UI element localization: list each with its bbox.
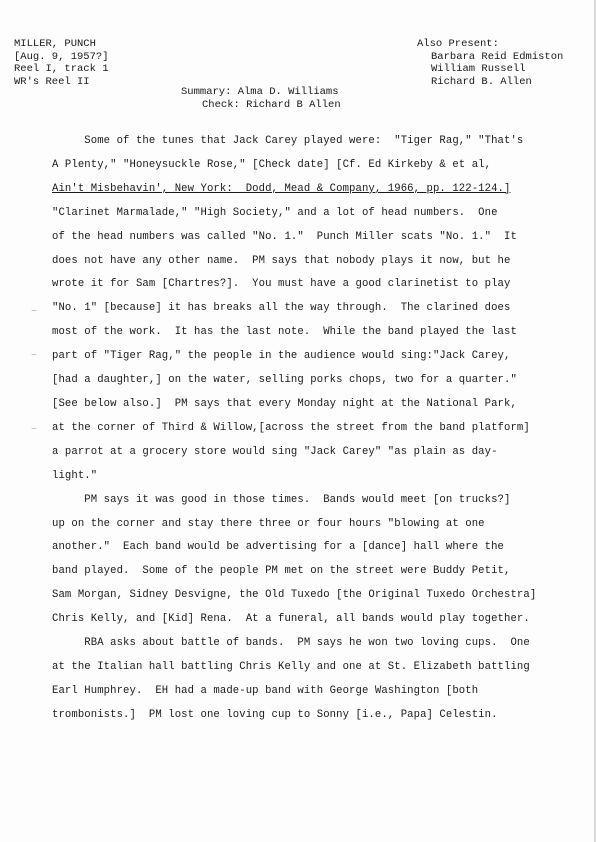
body-line: trombonists.] PM lost one loving cup to Sonny [i.e., Papa] Celestin. xyxy=(52,708,498,721)
body-line: Earl Humphrey. EH had a made-up band with George Washington [both xyxy=(52,684,479,697)
header-interviewee: MILLER, PUNCH xyxy=(14,38,96,50)
body-line: most of the work. It has the last note. While the band played the last xyxy=(52,326,517,339)
body-line: part of "Tiger Rag," the people in the audience would sing:"Jack Carey, xyxy=(52,350,511,363)
summary-line: Summary: Alma D. Williams xyxy=(181,86,339,98)
body-line: Ain't Misbehavin', New York: Dodd, Mead & Company, 1966, pp. 122-124.] xyxy=(52,182,511,195)
body-line: light." xyxy=(52,469,98,482)
also-present-person: Richard B. Allen xyxy=(431,75,532,88)
body-line: a parrot at a grocery store would sing "Jack Carey" "as plain as day- xyxy=(52,445,498,458)
body-line: does not have any other name. PM says that nobody plays it now, but he xyxy=(52,254,511,267)
body-line: Chris Kelly, and [Kid] Rena. At a funeral, all bands would play together. xyxy=(52,613,530,626)
transcript-body xyxy=(52,130,588,728)
header-left-block xyxy=(14,38,109,88)
body-line: Some of the tunes that Jack Carey played were: "Tiger Rag," "That's xyxy=(52,135,524,147)
body-line: A Plenty," "Honeysuckle Rose," [Check date] [Cf. Ed Kirkeby & et al, xyxy=(52,158,492,171)
also-present-label: Also Present: xyxy=(417,38,499,50)
body-line: up on the corner and stay there three or four hours "blowing at one xyxy=(52,517,485,530)
body-line: of the head numbers was called "No. 1." Punch Miller scats "No. 1." It xyxy=(52,230,517,243)
margin-mark: ⌣ xyxy=(31,350,37,360)
body-line: at the corner of Third & Willow,[across the street from the band platform] xyxy=(52,421,530,434)
header-date: [Aug. 9, 1957?] xyxy=(14,50,109,63)
also-present-person: William Russell xyxy=(431,63,526,75)
summary-block xyxy=(181,86,341,111)
body-line: "No. 1" [because] it has breaks all the way through. The clarined does xyxy=(52,302,511,315)
margin-mark: ⌣ xyxy=(31,306,37,316)
margin-mark: ⌣ xyxy=(31,424,37,434)
header-wr-reel: WR's Reel II xyxy=(14,75,90,88)
body-line: PM says it was good in those times. Bands would meet [on trucks?] xyxy=(52,493,511,506)
body-line: [See below also.] PM says that every Monday night at the National Park, xyxy=(52,397,517,410)
check-line: Check: Richard B Allen xyxy=(202,98,341,111)
header-reel-track: Reel I, track 1 xyxy=(14,63,109,75)
body-line: at the Italian hall battling Chris Kelly and one at St. Elizabeth battling xyxy=(52,660,530,673)
body-line: "Clarinet Marmalade," "High Society," and a lot of head numbers. One xyxy=(52,206,498,219)
also-present-person: Barbara Reid Edmiston xyxy=(431,50,564,63)
body-line: wrote it for Sam [Chartres?]. You must have a good clarinetist to play xyxy=(52,278,511,291)
body-line: RBA asks about battle of bands. PM says he won two loving cups. One xyxy=(52,637,530,650)
header-right-block xyxy=(417,38,563,88)
body-line: [had a daughter,] on the water, selling porks chops, two for a quarter." xyxy=(52,374,517,387)
body-line: another." Each band would be advertising for a [dance] hall where the xyxy=(52,541,505,554)
body-line: Sam Morgan, Sidney Desvigne, the Old Tuxedo [the Original Tuxedo Orchestra] xyxy=(52,589,537,602)
body-line: band played. Some of the people PM met on the street were Buddy Petit, xyxy=(52,565,511,578)
